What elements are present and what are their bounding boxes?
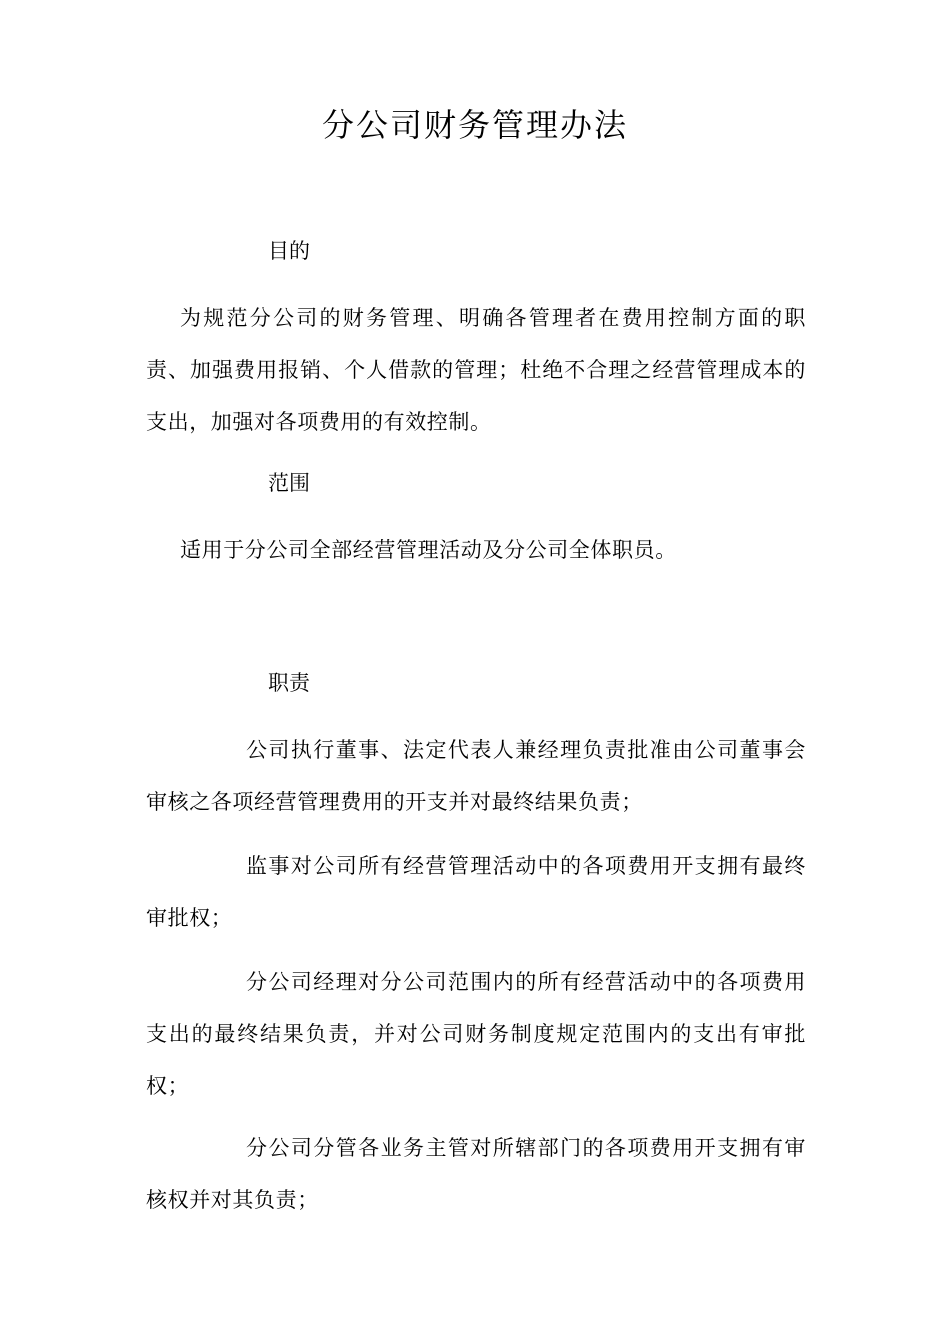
section-heading-scope: 范围 [268, 471, 310, 495]
paragraph-responsibility-2: 监事对公司所有经营管理活动中的各项费用开支拥有最终审批权； [146, 854, 806, 930]
paragraph-responsibility-3: 分公司经理对分公司范围内的所有经营活动中的各项费用支出的最终结果负责，并对公司财务制度规定范围内的支出有审批权； [146, 970, 806, 1098]
paragraph-responsibility-1: 公司执行董事、法定代表人兼经理负责批准由公司董事会审核之各项经营管理费用的开支并对最终结果负责； [146, 738, 806, 814]
section-heading-responsibilities: 职责 [268, 671, 310, 695]
paragraph-responsibility-4: 分公司分管各业务主管对所辖部门的各项费用开支拥有审核权并对其负责； [146, 1136, 806, 1212]
document-title: 分公司财务管理办法 [321, 106, 628, 144]
section-heading-purpose: 目的 [268, 239, 310, 263]
paragraph-purpose: 为规范分公司的财务管理、明确各管理者在费用控制方面的职责、加强费用报销、个人借款的管理；杜绝不合理之经营管理成本的支出，加强对各项费用的有效控制。 [146, 306, 806, 434]
paragraph-scope: 适用于分公司全部经营管理活动及分公司全体职员。 [180, 538, 677, 562]
